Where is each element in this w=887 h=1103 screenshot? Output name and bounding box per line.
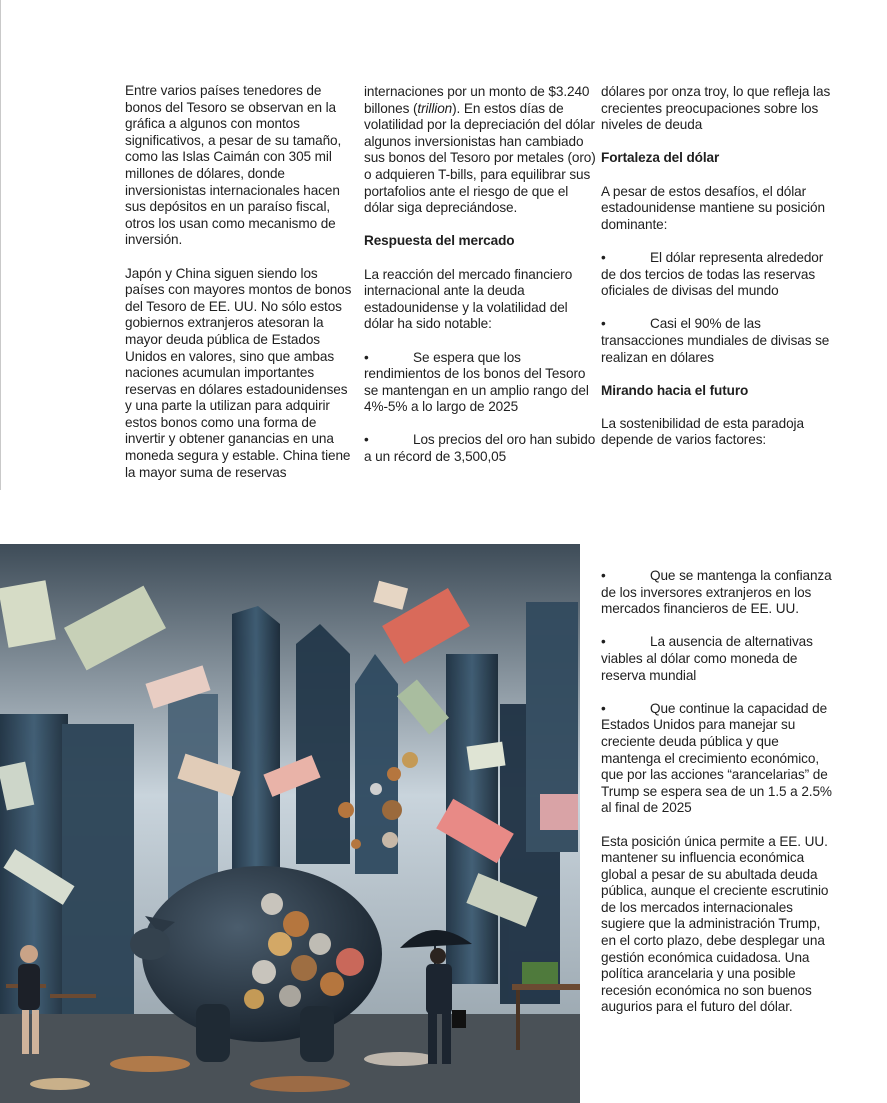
bullet-item: • La ausencia de alternativas viables al dólar como moneda de reserva mundial xyxy=(601,634,813,683)
bullet-icon: • xyxy=(601,568,606,583)
bullet-item: • El dólar representa alrededor de dos tercios de todas las reservas oficiales de divisas del mundo xyxy=(601,249,824,299)
text-column-3 xyxy=(601,84,833,466)
illustration-svg xyxy=(0,544,580,1103)
bullet-item: • Que continue la capacidad de Estados Unidos para manejar su creciente deuda pública y que mantenga el crecimiento económico, que por las acciones “arancelarias” de Trump se espera sea de un 1.5 a 2.5% al final de 2025 xyxy=(601,700,832,816)
paragraph: A pesar de estos desafíos, el dólar estadounidense mantiene su posición dominante: xyxy=(601,183,825,232)
paragraph: La reacción del mercado financiero internacional ante la deuda estadounidense y la volatilidad del dólar ha sido notable: xyxy=(364,266,573,332)
left-margin-rule xyxy=(0,0,1,490)
text-column-3-continued xyxy=(601,568,833,1033)
paragraph: La sostenibilidad de esta paradoja depende de varios factores: xyxy=(601,415,804,448)
bullet-icon: • xyxy=(601,249,606,265)
paragraph: internaciones por un monto de $3.240 billones (trillion). En estos días de volatilidad por la depreciación del dólar algunos inversionistas han cambiado sus bonos del Tesoro por metales (oro) o adquieren T-bills, para equilibrar sus portafolios ante el riesgo de que el dólar siga depreciándose. xyxy=(364,84,596,216)
bullet-item: • Casi el 90% de las transacciones mundiales de divisas se realizan en dólares xyxy=(601,316,830,365)
broken-piggy-bank-illustration xyxy=(0,544,580,1103)
section-heading: Fortaleza del dólar xyxy=(601,150,720,166)
bullet-icon: • xyxy=(364,349,369,365)
bullet-item: • Que se mantenga la confianza de los inversores extranjeros en los mercados financieros de EE. UU. xyxy=(601,568,832,617)
section-heading: Respuesta del mercado xyxy=(364,233,515,249)
paragraph: Entre varios países tenedores de bonos del Tesoro se observan en la gráfica a algunos con montos significativos, a pesar de su tamaño, como las Islas Caimán con 305 mil millones de dólares, donde inversionistas internacionales hacen sus depósitos en un paraíso fiscal, otros los usan como mecanismo de inversión. xyxy=(125,83,342,248)
text-column-2 xyxy=(364,84,596,482)
bullet-item: • Los precios del oro han subido a un récord de 3,500,05 xyxy=(364,432,596,465)
bullet-item: • Se espera que los rendimientos de los bonos del Tesoro se mantengan en un amplio rango del 4%-5% a lo largo de 2025 xyxy=(364,349,589,415)
paragraph: dólares por onza troy, lo que refleja las crecientes preocupaciones sobre los niveles de deuda xyxy=(601,84,831,133)
bullet-icon: • xyxy=(601,700,606,716)
text-column-1 xyxy=(125,83,357,498)
bullet-icon: • xyxy=(601,634,606,650)
paragraph: Japón y China siguen siendo los países con mayores montos de bonos del Tesoro de EE. UU. No sólo estos gobiernos extranjeros atesoran la mayor deuda pública de Estados Unidos en valores, sino que ambas naciones acumulan importantes reservas en dólares estadounidenses y una parte la utilizan para adquirir estos bonos como una forma de invertir y obtener ganancias en una moneda segura y estable. China tiene la mayor suma de reservas xyxy=(125,265,352,480)
bullet-icon: • xyxy=(364,432,369,448)
bullet-icon: • xyxy=(601,316,606,332)
paragraph: Esta posición única permite a EE. UU. mantener su influencia económica global a pesar de su abultada deuda pública, aunque el creciente escrutinio de los mercados internacionales sugiere que la administración Trump, en el corto plazo, debe desplegar una gestión económica cuidadosa. Una política arancelaria y una posible recesión económica no son buenos augurios para el futuro del dólar. xyxy=(601,833,829,1015)
section-heading: Mirando hacia el futuro xyxy=(601,382,749,398)
